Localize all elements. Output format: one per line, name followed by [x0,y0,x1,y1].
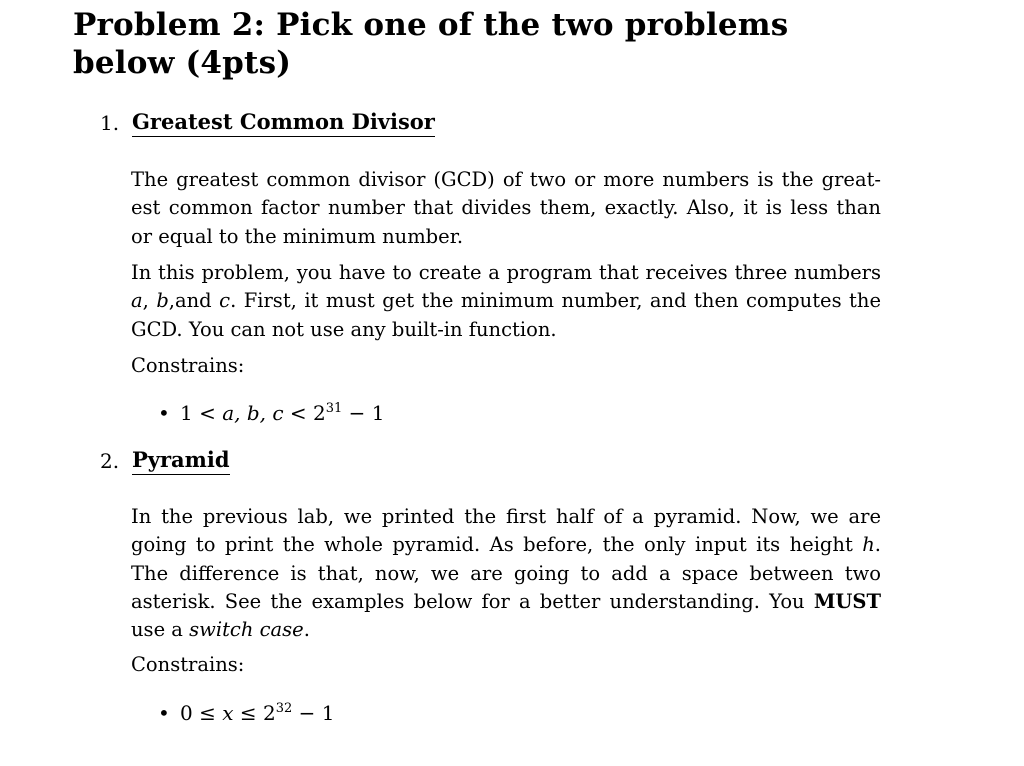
item-2-number: 2. [100,449,120,473]
pyramid-text-mid: . The difference is that, now, we are going to add a space between two asterisk. See the examples below for a better understanding. You [131,533,881,613]
bullet-dot: • [158,401,170,425]
must-emphasis: MUST [813,589,881,613]
pyramid-constraint [158,699,334,727]
var-a: a [131,289,143,313]
gcd-constraints-label: Constrains: [131,354,245,377]
gcd-description: The greatest common divisor (GCD) of two or more numbers is the great-est common factor number that divides them, exactly. Also, it is less than or equal to the minimum number. [131,168,881,248]
constraint-vars: a, b, c [222,401,284,425]
switch-case-term: switch case [189,618,304,642]
constraint-lhs: 0 ≤ [180,701,223,725]
gcd-sep-1: , [142,289,157,313]
problem-title: Problem 2: Pick one of the two problems below (4pts) [73,7,789,81]
constraint-mid: < 2 [283,401,326,425]
pyramid-text-start: In the previous lab, we printed the first half of a pyramid. Now, we are going to print the whole pyramid. As before, the only input its height [131,505,881,557]
item-2-heading: Pyramid [132,446,230,475]
constraint-exponent: 31 [325,401,343,416]
constraint-lhs: 1 < [180,401,223,425]
item-1-number: 1. [100,111,120,135]
pyramid-description [131,503,881,644]
constraint-exponent: 32 [275,701,293,716]
gcd-task [131,259,881,344]
pyramid-text-use: use a [131,618,190,642]
constraint-rhs: − 1 [342,401,385,425]
var-c: c [219,289,231,313]
gcd-task-end: . First, it must get the minimum number, and then computes the GCD. You can not use any built-in function. [131,289,881,341]
var-b: b [156,289,169,313]
pyramid-constraints-label: Constrains: [131,653,245,676]
constraint-mid: ≤ 2 [233,701,276,725]
item-1-heading: Greatest Common Divisor [132,108,435,137]
constraint-var: x [222,701,234,725]
bullet-dot: • [158,701,170,725]
gcd-constraint [158,399,385,427]
pyramid-text-end: . [303,618,310,642]
constraint-rhs: − 1 [292,701,335,725]
gcd-sep-2: ,and [168,289,220,313]
var-h: h [862,533,875,557]
gcd-task-start: In this problem, you have to create a program that receives three numbers [131,261,881,284]
